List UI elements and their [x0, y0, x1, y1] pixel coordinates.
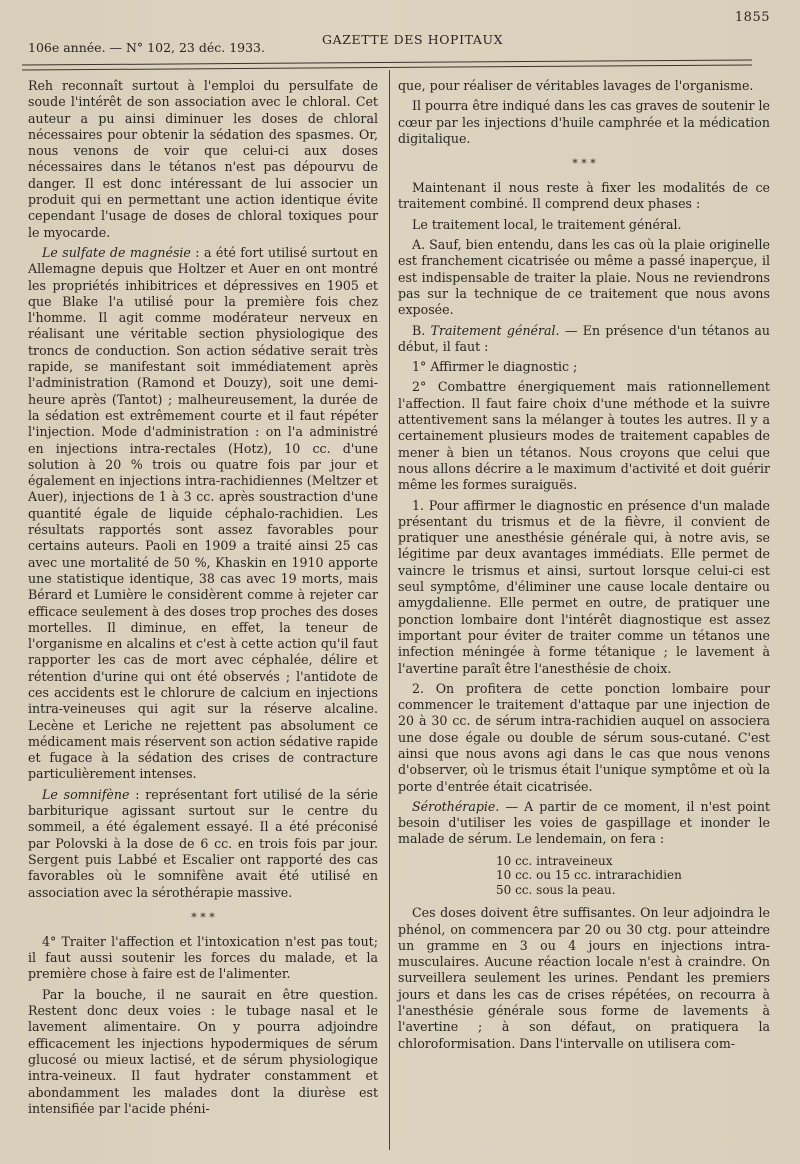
page-number: 1855 [734, 10, 770, 25]
paragraph: Ces doses doivent être suffisantes. On leur adjoindra le phénol, on commencera par 20 ou 30 ctg. pour atteindre un gramme en 3 ou 4 jours en injections intra-musculaires. Aucune réaction locale n'est à craindre. On surveillera seulement les urines. Pendant les premiers jours et dans les cas de crises répétées, on recourra à l'anesthésie générale sous forme de lavements à l'avertine ; à son défaut, on pratiquera la chloroformisation. Dans l'intervalle on utilisera com- [398, 905, 770, 1051]
paragraph: Reh reconnaît surtout à l'emploi du persulfate de soude l'intérêt de son association avec le chloral. Cet auteur a pu ainsi diminuer les doses de chloral nécessaires pour obtenir la sédation des spasmes. Or, nous venons de voir que celui-ci aux doses nécessaires dans le tétanos n'est pas dépourvu de danger. Il est donc intéressant de lui associer un produit qui en permettant une action identique évite cependant l'usage de doses de chloral toxiques pour le myocarde. [28, 78, 378, 240]
paragraph: A. Sauf, bien entendu, dans les cas où la plaie originelle est franchement cicatrisée ou même a passé inaperçue, il est indispensable de traiter la plaie. Nous ne reviendrons pas sur la technique de ce traitement que nous avons exposée. [398, 237, 770, 318]
journal-title: GAZETTE DES HOPITAUX [322, 32, 504, 47]
paragraph-text: : représentant fort utilisé de la série barbiturique agissant surtout sur le centre du sommeil, a été également essayé. Il a été préconisé par Polovski à la dose de 6 cc. en trois fois par jour. Sergent puis Labbé et Escalier ont rapporté des cas favorables où le somnifène avait été utilisé en association avec la sérothérapie massive. [28, 786, 378, 900]
dosage-line: 10 cc. intraveineux [496, 853, 613, 868]
paragraph [398, 323, 770, 356]
right-column [398, 78, 770, 1056]
list-item: 2° Combattre énergiquement mais rationnellement l'affection. Il faut faire choix d'une méthode et la suivre attentivement sans la mélanger à toutes les autres. Il y a certainement plusieurs modes de traitement capables de mener à bien un tétanos. Nous croyons que celui que nous allons décrire a le maximum d'activité et doit guérir même les formes suraiguës. [398, 379, 770, 493]
section-title: Le sulfate de magnésie [42, 244, 191, 260]
dosage-line: 10 cc. ou 15 cc. intrarachidien [496, 868, 682, 883]
running-header [22, 32, 762, 60]
section-title: Le somnifène [42, 786, 130, 802]
section-separator: * * * [191, 910, 215, 924]
dosage-list [496, 854, 770, 898]
section-title: Sérothérapie. [412, 798, 500, 814]
section-title: Traitement général. [430, 322, 560, 338]
section-separator: * * * [572, 157, 596, 171]
paragraph [28, 245, 378, 783]
paragraph: 1. Pour affirmer le diagnostic en présence d'un malade présentant du trismus et de la fièvre, il convient de pratiquer une anesthésie générale qui, à notre avis, se légitime par deux avantages immédiats. Elle permet de vaincre le trismus et ainsi, surtout lorsque celui-ci est seul symptôme, d'éliminer une cause locale dentaire ou amygdalienne. Elle permet en outre, de pratiquer une ponction lombaire dont l'intérêt diagnostique est assez important pour éviter de traiter comme un tétanos une infection méningée à forme tétanique ; le lavement à l'avertine paraît être l'anesthésie de choix. [398, 497, 770, 676]
paragraph [28, 787, 378, 901]
paragraph-text: : a été fort utilisé surtout en Allemagne depuis que Holtzer et Auer en ont montré les propriétés inhibitrices et dépressives en 1905 et que Blake l'a utilisé pour la première fois chez l'homme. Il agit comme modérateur nerveux en réalisant une véritable section physiologique des troncs de conduction. Son action sédative serait très rapide, se manifestant soit immédiatement après l'administration (Ramond et Douzy), soit une demi-heure après (Tantot) ; malheureusement, la durée de la sédation est extrêmement courte et il faut répéter l'injection. Mode d'administration : on l'a administré en injections intra-rectales (Hotz), 10 cc. d'une solution à 20 % trois ou quatre fois par jour et également en injections intra-rachidiennes (Meltzer et Auer), injections de 1 à 3 cc. après soustraction d'une quantité égale de liquide céphalo-rachidien. Les résultats rapportés sont assez favorables pour certains auteurs. Paoli en 1909 a traité ainsi 25 cas avec une mortalité de 50 %, Khaskin en 1910 apporte une statistique identique, 38 cas avec 19 morts, mais Bérard et Lumière le considèrent comme à rejeter car efficace seulement à des doses trop proches des doses mortelles. Il diminue, en effet, la teneur de l'organisme en alcalins et c'est à cette action qu'il faut rapporter les cas de mort avec céphalée, délire et rétention d'urine qui ont été observés ; l'antidote de ces accidents est le chlorure de calcium en injections intra-veineuses qui agit sur la réserve alcaline. Lecène et Leriche ne rejettent pas absolument ce médicament mais réservent son action sédative rapide et fugace à la sédation des crises de contracture particulièrement intenses. [28, 244, 378, 782]
paragraph: que, pour réaliser de véritables lavages de l'organisme. [398, 78, 754, 93]
paragraph-text: — En présence d'un tétanos au début, il faut : [398, 322, 771, 354]
paragraph: Par la bouche, il ne saurait en être question. Restent donc deux voies : le tubage nasal et le lavement alimentaire. On y pourra adjoindre efficacement les injections hypodermiques de sérum glucosé ou mieux lactisé, et de sérum physiologique intra-veineux. Il faut hydrater constamment et abondamment les malades dont la diurèse est intensifiée par l'acide phéni- [28, 986, 378, 1116]
edition-line: 106e année. — N° 102, 23 déc. 1933. [28, 40, 265, 55]
paragraph: Maintenant il nous reste à fixer les modalités de ce traitement combiné. Il comprend deux phases : [398, 180, 770, 212]
column-divider [389, 70, 390, 1150]
paragraph: Il pourra être indiqué dans les cas graves de soutenir le cœur par les injections d'huile camphrée et la médication digitalique. [398, 98, 770, 146]
paragraph: 2. On profitera de cette ponction lombaire pour commencer le traitement d'attaque par une injection de 20 à 30 cc. de sérum intra-rachidien auquel on associera une dose égale ou double de sérum sous-cutané. C'est ainsi que nous avons agi dans le cas que nous venons d'observer, où le trismus était l'unique symptôme et où la porte d'entrée était cicatrisée. [398, 680, 770, 794]
paragraph: 4° Traiter l'affection et l'intoxication n'est pas tout; il faut aussi soutenir les forces du malade, et la première chose à faire est de l'alimenter. [28, 933, 378, 982]
paragraph: Le traitement local, le traitement général. [412, 216, 682, 232]
list-item: 1° Affirmer le diagnostic ; [412, 359, 578, 375]
paragraph-label: B. [412, 322, 431, 338]
header-rule-bottom [22, 64, 752, 70]
paragraph [398, 799, 770, 848]
paragraph-text: — A partir de ce moment, il n'est point besoin d'utiliser les voies de gaspillage et inonder le malade de sérum. Le lendemain, on fera : [398, 798, 770, 847]
left-column [28, 78, 378, 1121]
dosage-line: 50 cc. sous la peau. [496, 882, 616, 897]
